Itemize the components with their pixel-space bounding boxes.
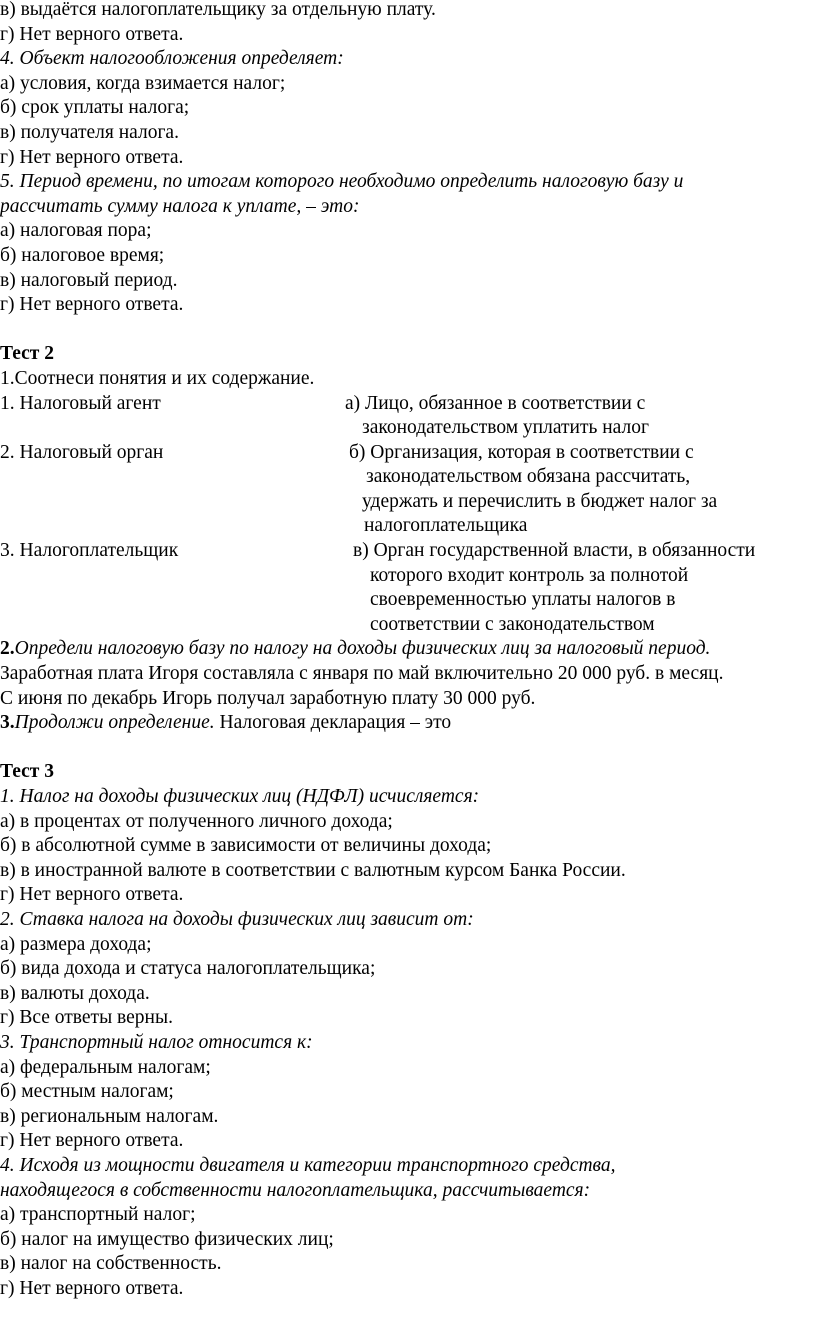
answer-option: в) получателя налога.: [0, 121, 179, 143]
matching-definition-line: а) Лицо, обязанное в соответствии с: [345, 392, 646, 414]
matching-definition-line: соответствии с законодательством: [370, 613, 655, 635]
answer-option: а) в процентах от полученного личного дохода;: [0, 810, 393, 832]
answer-option: в) региональным налогам.: [0, 1105, 219, 1127]
answer-option: г) Все ответы верны.: [0, 1007, 173, 1029]
matching-row: [0, 392, 812, 441]
question-line: 2. Ставка налога на доходы физических лиц зависит от:: [0, 908, 474, 930]
test2-question-2-line-3: С июня по декабрь Игорь получал заработную плату 30 000 руб.: [0, 687, 536, 709]
matching-term: 3. Налогоплательщик: [0, 540, 179, 562]
answer-option: в) налог на собственность.: [0, 1253, 222, 1275]
answer-option: а) транспортный налог;: [0, 1204, 196, 1226]
answer-option: б) местным налогам;: [0, 1081, 174, 1103]
answer-option: в) выдаётся налогоплательщику за отдельную плату.: [0, 0, 436, 20]
question-line: 5. Период времени, по итогам которого необходимо определить налоговую базу и: [0, 171, 684, 193]
question-line: рассчитать сумму налога к уплате, – это:: [0, 195, 360, 217]
answer-option: в) в иностранной валюте в соответствии с валютным курсом Банка России.: [0, 859, 626, 881]
question-prompt: Продолжи определение.: [14, 712, 215, 734]
question-line: 1. Налог на доходы физических лиц (НДФЛ) исчисляется:: [0, 786, 480, 807]
test2-question-3: [0, 711, 812, 736]
matching-table: [0, 392, 812, 638]
test2-question-2-line-2: Заработная плата Игоря составляла с января по май включительно 20 000 руб. в месяц.: [0, 663, 724, 685]
answer-option: б) в абсолютной сумме в зависимости от величины дохода;: [0, 835, 492, 857]
answer-option: в) валюты дохода.: [0, 982, 150, 1004]
test2-question-2: [0, 637, 812, 662]
matching-definition-line: удержать и перечислить в бюджет налог за: [362, 490, 718, 512]
answer-option: г) Нет верного ответа.: [0, 23, 184, 45]
answer-option: а) федеральным налогам;: [0, 1056, 211, 1078]
test3-body: [0, 785, 812, 1301]
matching-definition-line: законодательством обязана рассчитать,: [366, 466, 691, 488]
question-number: 3.: [0, 712, 15, 734]
answer-option: а) условия, когда взимается налог;: [0, 72, 286, 94]
spacer: [0, 736, 812, 761]
answer-option: г) Нет верного ответа.: [0, 146, 184, 168]
answer-option: б) налоговое время;: [0, 244, 165, 266]
matching-definition-line: б) Организация, которая в соответствии с: [349, 441, 694, 463]
answer-option: г) Нет верного ответа.: [0, 884, 184, 906]
test1-continuation: [0, 0, 812, 318]
answer-option: а) размера дохода;: [0, 933, 152, 955]
question-prompt: Определи налоговую базу по налогу на доходы физических лиц за налоговый период.: [14, 638, 711, 660]
matching-definition-line: законодательством уплатить налог: [362, 417, 649, 439]
test2-heading: Тест 2: [0, 343, 55, 365]
matching-term: 2. Налоговый орган: [0, 441, 164, 463]
answer-option: в) налоговый период.: [0, 269, 178, 291]
matching-definition-line: налогоплательщика: [364, 515, 528, 537]
answer-option: г) Нет верного ответа.: [0, 294, 184, 316]
answer-option: г) Нет верного ответа.: [0, 1130, 184, 1152]
question-line: находящегося в собственности налогоплательщика, рассчитывается:: [0, 1179, 591, 1201]
spacer: [0, 318, 812, 343]
matching-row: [0, 539, 812, 637]
question-line: 4. Исходя из мощности двигателя и категории транспортного средства,: [0, 1154, 616, 1176]
question-line: 3. Транспортный налог относится к:: [0, 1031, 313, 1053]
question-line: 4. Объект налогообложения определяет:: [0, 48, 344, 70]
answer-option: а) налоговая пора;: [0, 220, 152, 242]
answer-option: б) вида дохода и статуса налогоплательщика;: [0, 958, 376, 980]
test3-heading: Тест 3: [0, 761, 55, 783]
matching-definition-line: в) Орган государственной власти, в обязанности: [353, 540, 756, 562]
matching-term: 1. Налоговый агент: [0, 392, 161, 414]
matching-definition-line: своевременностью уплаты налогов в: [370, 589, 676, 611]
question-rest: Налоговая декларация – это: [214, 712, 452, 734]
question-number: 2.: [0, 638, 15, 660]
answer-option: б) срок уплаты налога;: [0, 97, 190, 119]
answer-option: б) налог на имущество физических лиц;: [0, 1228, 334, 1250]
matching-definition-line: которого входит контроль за полнотой: [370, 564, 689, 586]
test2-question-1: 1.Соотнеси понятия и их содержание.: [0, 367, 315, 389]
answer-option: г) Нет верного ответа.: [0, 1277, 184, 1299]
matching-row: [0, 441, 812, 539]
